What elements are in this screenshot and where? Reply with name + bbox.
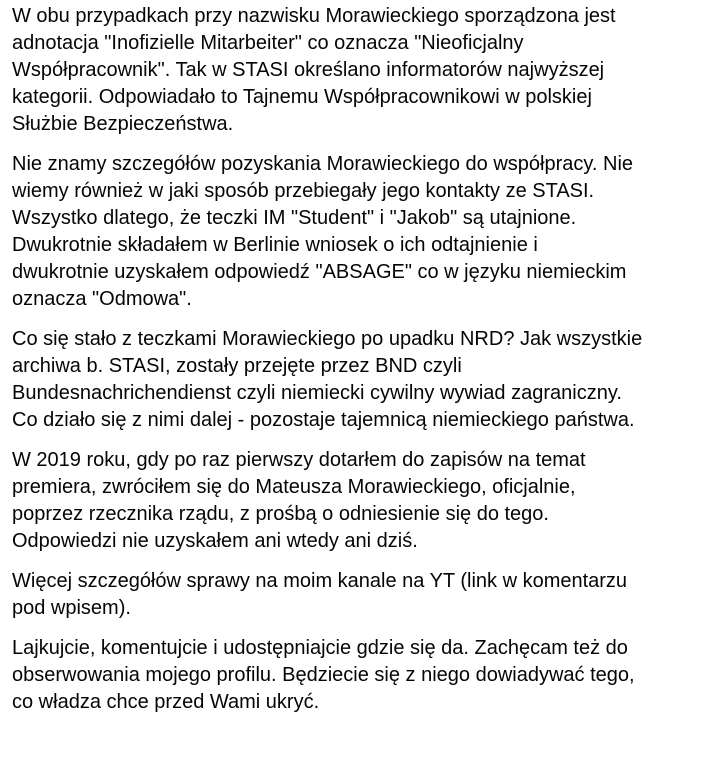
text-line: Co się stało z teczkami Morawieckiego po upadku NRD? Jak wszystkie [12, 328, 643, 350]
text-line: pod wpisem). [12, 597, 131, 619]
text-line: obserwowania mojego profilu. Będziecie się z niego dowiadywać tego, [12, 664, 635, 686]
text-line: oznacza "Odmowa". [12, 288, 192, 310]
post-paragraph-6 [12, 635, 715, 716]
text-line: Odpowiedzi nie uzyskałem ani wtedy ani dziś. [12, 530, 418, 552]
text-line: Dwukrotnie składałem w Berlinie wniosek o ich odtajnienie i [12, 234, 538, 256]
post-paragraph-4 [12, 447, 715, 555]
text-line: W obu przypadkach przy nazwisku Morawieckiego sporządzona jest [12, 5, 616, 27]
text-line: W 2019 roku, gdy po raz pierwszy dotarłem do zapisów na temat [12, 449, 586, 471]
text-line: premiera, zwróciłem się do Mateusza Morawieckiego, oficjalnie, [12, 476, 576, 498]
text-line: Nie znamy szczegółów pozyskania Morawieckiego do współpracy. Nie [12, 153, 634, 175]
text-line: adnotacja "Inofizielle Mitarbeiter" co oznacza "Nieoficjalny [12, 32, 524, 54]
post-paragraph-2 [12, 151, 715, 313]
text-line: Współpracownik". Tak w STASI określano informatorów najwyższej [12, 59, 605, 81]
text-line: archiwa b. STASI, zostały przejęte przez BND czyli [12, 355, 462, 377]
post-paragraph-5 [12, 568, 715, 622]
text-line: dwukrotnie uzyskałem odpowiedź "ABSAGE" co w języku niemieckim [12, 261, 627, 283]
text-line: Wszystko dlatego, że teczki IM "Student" i "Jakob" są utajnione. [12, 207, 577, 229]
text-line: Więcej szczegółów sprawy na moim kanale na YT (link w komentarzu [12, 570, 628, 592]
post-text-body [0, 3, 723, 716]
text-line: Służbie Bezpieczeństwa. [12, 113, 234, 135]
post-paragraph-3 [12, 326, 715, 434]
text-line: kategorii. Odpowiadało to Tajnemu Współpracownikowi w polskiej [12, 86, 592, 108]
text-line: poprzez rzecznika rządu, z prośbą o odniesienie się do tego. [12, 503, 549, 525]
text-line: co władza chce przed Wami ukryć. [12, 691, 320, 713]
text-line: Lajkujcie, komentujcie i udostępniajcie gdzie się da. Zachęcam też do [12, 637, 628, 659]
post-paragraph-1 [12, 3, 715, 138]
text-line: Bundesnachrichendienst czyli niemiecki cywilny wywiad zagraniczny. [12, 382, 622, 404]
text-line: Co działo się z nimi dalej - pozostaje tajemnicą niemieckiego państwa. [12, 409, 635, 431]
text-line: wiemy również w jaki sposób przebiegały jego kontakty ze STASI. [12, 180, 595, 202]
